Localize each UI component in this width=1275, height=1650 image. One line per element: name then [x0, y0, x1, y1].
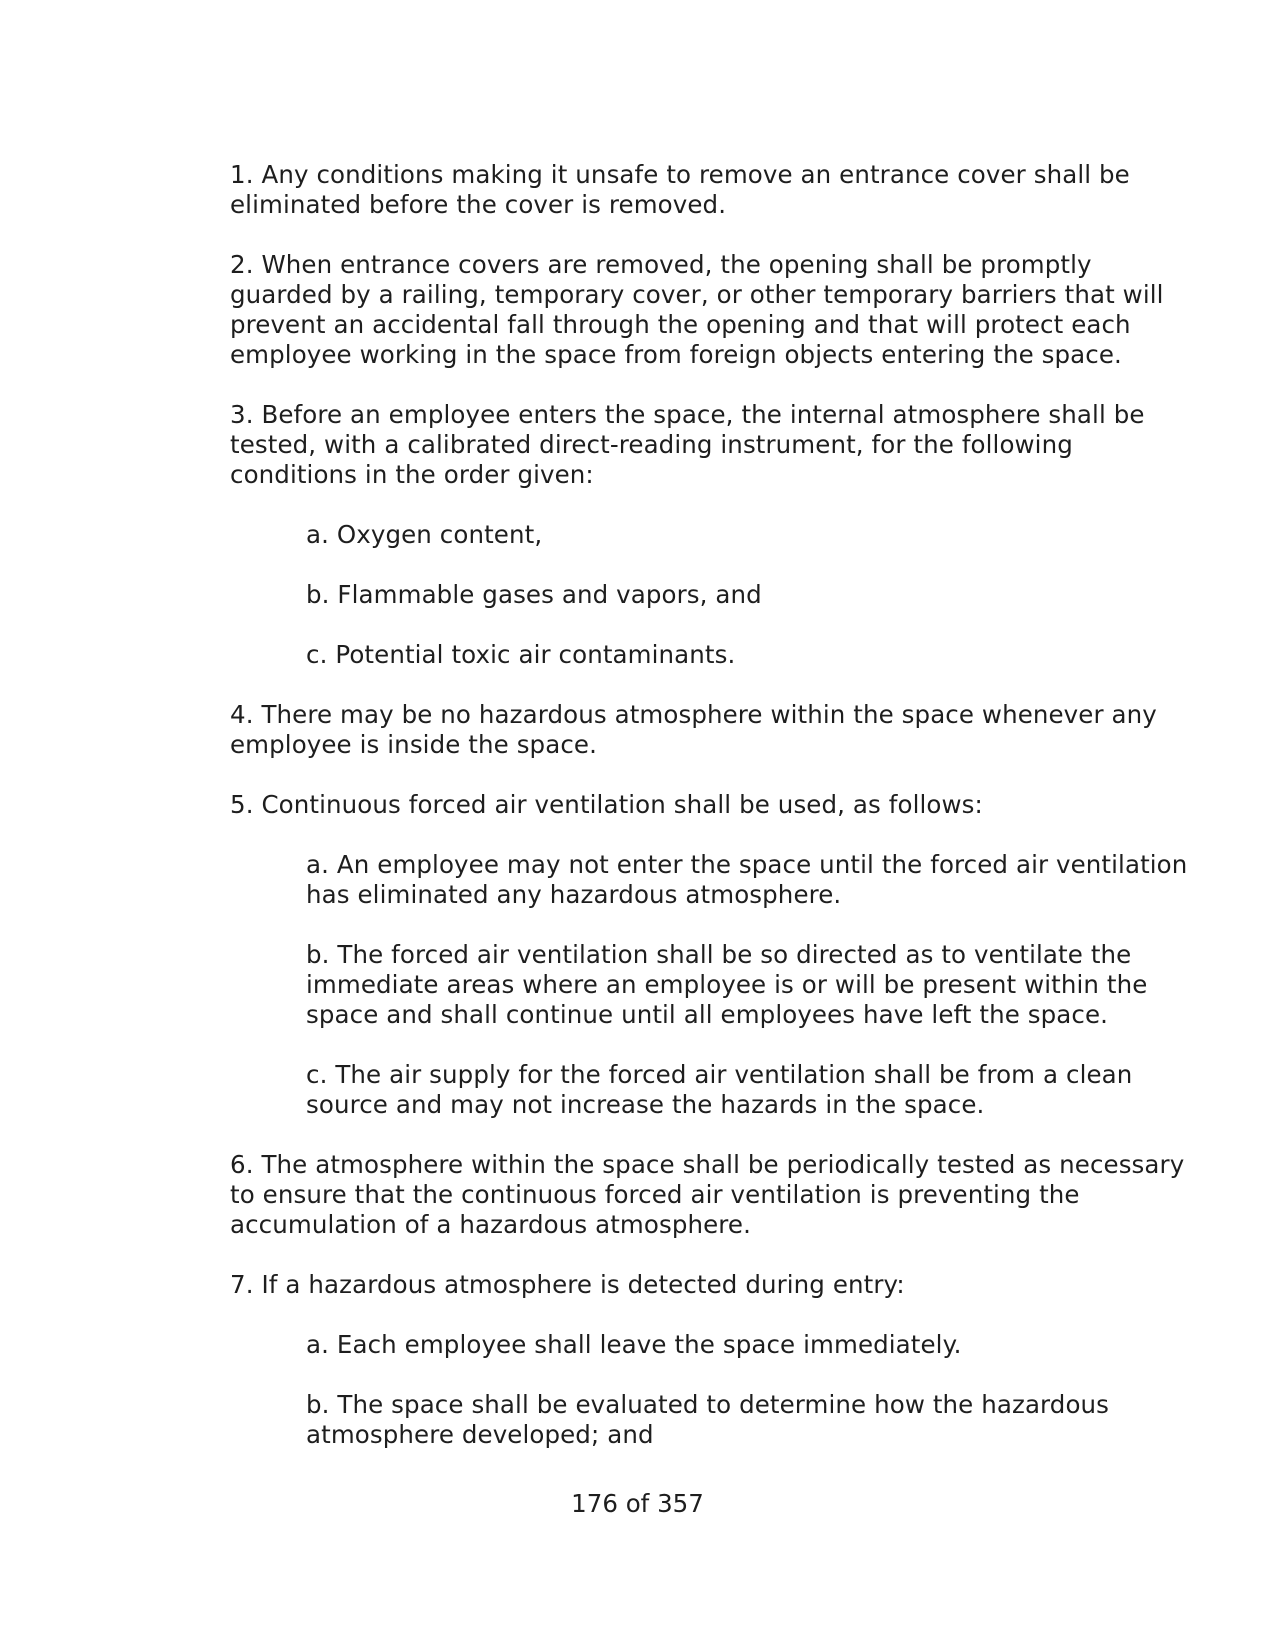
paragraph-3a: a. Oxygen content, — [306, 520, 543, 549]
paragraph-3b: b. Flammable gases and vapors, and — [306, 580, 762, 609]
paragraph-5c: c. The air supply for the forced air ventilation shall be from a clean source and may not increase the hazards in the space. — [306, 1060, 1133, 1119]
paragraph-1: 1. Any conditions making it unsafe to remove an entrance cover shall be eliminated before the cover is removed. — [230, 160, 1130, 219]
paragraph-6: 6. The atmosphere within the space shall be periodically tested as necessary to ensure that the continuous forced air ventilation is preventing the accumulation of a hazardous atmosphere. — [230, 1150, 1185, 1239]
page-number: 176 of 357 — [571, 1489, 704, 1518]
paragraph-7a: a. Each employee shall leave the space immediately. — [306, 1330, 962, 1359]
paragraph-5: 5. Continuous forced air ventilation shall be used, as follows: — [230, 790, 983, 819]
paragraph-7: 7. If a hazardous atmosphere is detected during entry: — [230, 1270, 905, 1299]
paragraph-2: 2. When entrance covers are removed, the opening shall be promptly guarded by a railing, temporary cover, or other temporary barriers that will prevent an accidental fall through the opening and that will protect each employee working in the space from foreign objects entering the space. — [230, 250, 1164, 369]
paragraph-7b: b. The space shall be evaluated to determine how the hazardous atmosphere developed; and — [306, 1390, 1110, 1449]
paragraph-3c: c. Potential toxic air contaminants. — [306, 640, 736, 669]
document-body — [230, 160, 1200, 1480]
paragraph-3: 3. Before an employee enters the space, the internal atmosphere shall be tested, with a calibrated direct-reading instrument, for the following conditions in the order given: — [230, 400, 1145, 489]
paragraph-5a: a. An employee may not enter the space until the forced air ventilation has eliminated any hazardous atmosphere. — [306, 850, 1188, 909]
paragraph-4: 4. There may be no hazardous atmosphere within the space whenever any employee is inside the space. — [230, 700, 1157, 759]
paragraph-5b: b. The forced air ventilation shall be so directed as to ventilate the immediate areas where an employee is or will be present within the space and shall continue until all employees have left the space. — [306, 940, 1148, 1029]
